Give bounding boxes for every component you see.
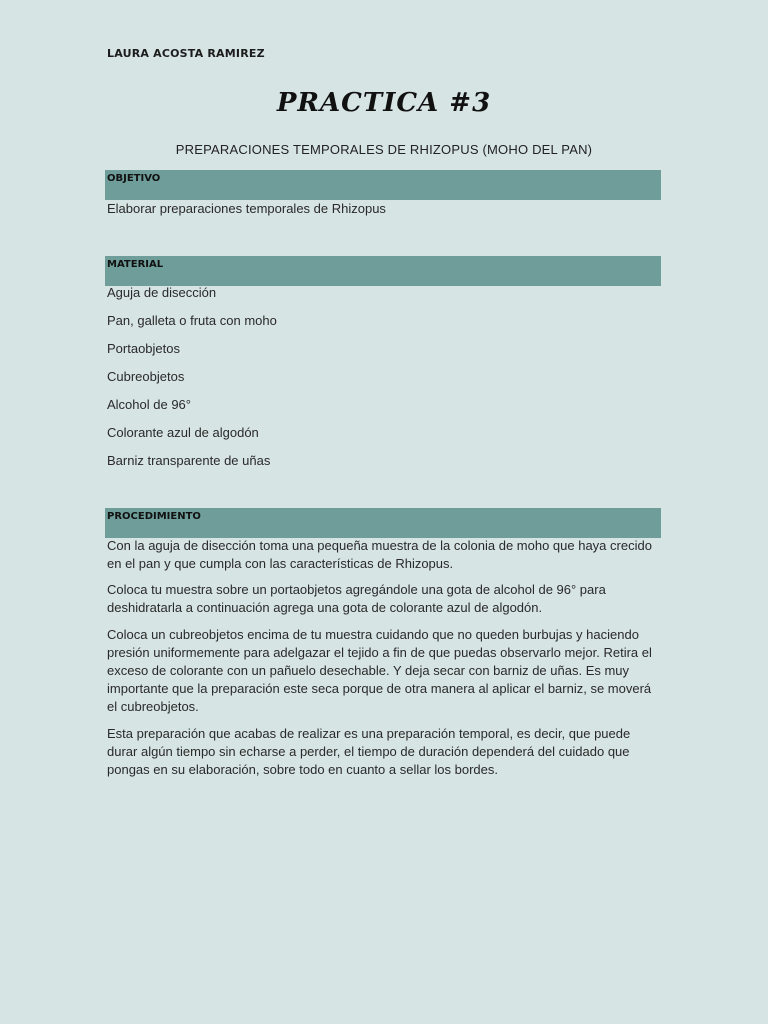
paragraph: Esta preparación que acabas de realizar es una preparación temporal, es decir, que puede durar algún tiempo sin echarse a perder, el tiempo de duración dependerá del cuidado que pongas en su elaboración, sobre todo en cuanto a sellar los bordes. (107, 726, 631, 777)
section-heading: MATERIAL (107, 259, 164, 270)
list-item: Cubreobjetos (107, 369, 185, 384)
paragraph: Con la aguja de disección toma una pequeña muestra de la colonia de moho que haya crecido en el pan y que cumpla con las características de Rhizopus. (107, 538, 652, 571)
list-item: Colorante azul de algodón (107, 425, 259, 440)
paragraph: Coloca un cubreobjetos encima de tu muestra cuidando que no queden burbujas y haciendo presión uniformemente para adelgazar el tejido a fin de que puedas observarlo mejor. Retira el exceso de colorante con un pañuelo desechable. Y deja secar con barniz de uñas. Es muy importante que la preparación este seca porque de otra manera al aplicar el barniz, se moverá el cubreobjetos. (107, 627, 652, 714)
list-item: Aguja de disección (107, 285, 217, 300)
paragraph: Coloca tu muestra sobre un portaobjetos agregándole una gota de alcohol de 96° para deshidratarla a continuación agrega una gota de colorante azul de algodón. (107, 582, 606, 615)
section-header-material (105, 256, 661, 286)
section-header-procedimiento (105, 508, 661, 538)
section-heading: PROCEDIMIENTO (107, 511, 201, 522)
objetivo-text: Elaborar preparaciones temporales de Rhizopus (107, 201, 386, 216)
section-header-objetivo (105, 170, 661, 200)
page-subtitle: PREPARACIONES TEMPORALES DE RHIZOPUS (MOHO DEL PAN) (175, 142, 593, 157)
list-item: Barniz transparente de uñas (107, 453, 271, 468)
section-heading: OBJETIVO (107, 173, 161, 184)
list-item: Alcohol de 96° (107, 397, 191, 412)
page-title: PRACTICA #3 (276, 88, 492, 118)
list-item: Portaobjetos (107, 341, 180, 356)
list-item: Pan, galleta o fruta con moho (107, 313, 277, 328)
author-name: LAURA ACOSTA RAMIREZ (107, 47, 265, 60)
